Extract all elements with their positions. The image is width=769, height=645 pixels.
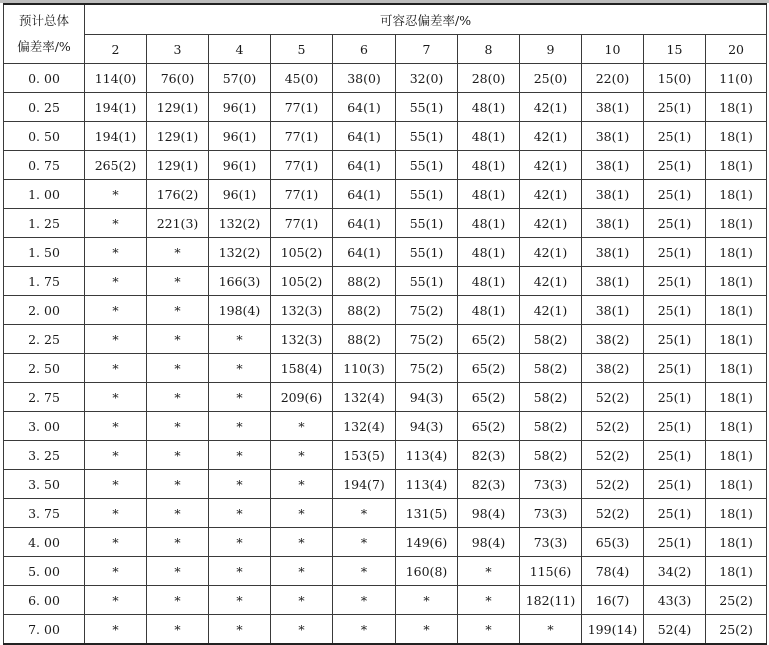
table-cell: 42(1) (520, 93, 582, 122)
expected-deviation-rate: 1. 00 (4, 180, 85, 209)
table-cell: 34(2) (644, 557, 706, 586)
table-cell: * (147, 354, 209, 383)
table-cell: 38(1) (582, 267, 644, 296)
table-row (4, 383, 767, 412)
table-cell: 48(1) (458, 180, 520, 209)
table-cell: * (271, 441, 333, 470)
table-cell: * (85, 557, 147, 586)
table-cell: * (271, 470, 333, 499)
table-cell: 25(1) (644, 238, 706, 267)
table-cell: 25(1) (644, 180, 706, 209)
table-cell: 38(0) (333, 64, 396, 93)
table-cell: 25(1) (644, 528, 706, 557)
header-row-columns (4, 35, 767, 64)
table-cell: 42(1) (520, 238, 582, 267)
table-cell: * (85, 441, 147, 470)
table-cell: 25(1) (644, 412, 706, 441)
table-cell: * (147, 615, 209, 645)
table-cell: 265(2) (85, 151, 147, 180)
table-row (4, 586, 767, 615)
table-cell: * (396, 615, 458, 645)
table-cell: * (333, 528, 396, 557)
table-cell: 55(1) (396, 267, 458, 296)
table-cell: 176(2) (147, 180, 209, 209)
table-cell: 18(1) (706, 412, 767, 441)
table-cell: 48(1) (458, 122, 520, 151)
table-cell: 77(1) (271, 93, 333, 122)
table-cell: * (147, 238, 209, 267)
table-cell: * (147, 557, 209, 586)
table-cell: 132(4) (333, 383, 396, 412)
table-cell: 18(1) (706, 238, 767, 267)
table-cell: * (271, 412, 333, 441)
table-cell: 48(1) (458, 296, 520, 325)
table-cell: 18(1) (706, 557, 767, 586)
table-row (4, 354, 767, 383)
table-cell: * (85, 238, 147, 267)
column-header: 15 (644, 35, 706, 64)
table-cell: 25(1) (644, 354, 706, 383)
table-row (4, 499, 767, 528)
table-cell: 64(1) (333, 238, 396, 267)
table-row (4, 151, 767, 180)
table-cell: 73(3) (520, 528, 582, 557)
table-cell: * (333, 615, 396, 645)
expected-deviation-rate: 6. 00 (4, 586, 85, 615)
table-cell: 25(1) (644, 441, 706, 470)
table-row (4, 296, 767, 325)
table-cell: 18(1) (706, 180, 767, 209)
table-body (4, 64, 767, 645)
table-row (4, 470, 767, 499)
table-cell: 55(1) (396, 180, 458, 209)
table-cell: 32(0) (396, 64, 458, 93)
column-header: 8 (458, 35, 520, 64)
table-cell: * (396, 586, 458, 615)
table-cell: 52(2) (582, 470, 644, 499)
table-cell: 77(1) (271, 180, 333, 209)
column-header: 4 (209, 35, 271, 64)
table-cell: 64(1) (333, 122, 396, 151)
table-cell: 166(3) (209, 267, 271, 296)
expected-deviation-rate: 2. 50 (4, 354, 85, 383)
table-cell: 65(2) (458, 412, 520, 441)
table-cell: 77(1) (271, 209, 333, 238)
table-cell: 158(4) (271, 354, 333, 383)
table-cell: 55(1) (396, 122, 458, 151)
table-cell: * (85, 528, 147, 557)
table-cell: * (147, 528, 209, 557)
table-cell: 38(1) (582, 122, 644, 151)
expected-deviation-rate: 3. 00 (4, 412, 85, 441)
table-row (4, 64, 767, 93)
table-cell: 38(2) (582, 354, 644, 383)
table-cell: * (333, 499, 396, 528)
table-cell: 105(2) (271, 238, 333, 267)
table-cell: 114(0) (85, 64, 147, 93)
table-cell: 45(0) (271, 64, 333, 93)
table-cell: 25(1) (644, 267, 706, 296)
table-cell: 64(1) (333, 93, 396, 122)
expected-deviation-rate: 0. 25 (4, 93, 85, 122)
table-cell: 18(1) (706, 325, 767, 354)
table-cell: 16(7) (582, 586, 644, 615)
table-cell: 94(3) (396, 412, 458, 441)
table-cell: 132(3) (271, 296, 333, 325)
table-cell: 48(1) (458, 151, 520, 180)
table-cell: 48(1) (458, 93, 520, 122)
table-cell: * (85, 586, 147, 615)
table-cell: 88(2) (333, 267, 396, 296)
table-cell: 25(1) (644, 209, 706, 238)
header-row-group (4, 4, 767, 35)
table-cell: 18(1) (706, 354, 767, 383)
table-cell: 55(1) (396, 238, 458, 267)
table-cell: 194(7) (333, 470, 396, 499)
table-cell: 65(2) (458, 354, 520, 383)
table-cell: 42(1) (520, 180, 582, 209)
table-cell: * (271, 499, 333, 528)
table-cell: * (85, 412, 147, 441)
table-row (4, 325, 767, 354)
table-cell: 58(2) (520, 383, 582, 412)
table-cell: 38(1) (582, 209, 644, 238)
table-cell: * (458, 586, 520, 615)
table-cell: * (147, 296, 209, 325)
table-cell: 129(1) (147, 122, 209, 151)
table-cell: 55(1) (396, 209, 458, 238)
table-cell: 76(0) (147, 64, 209, 93)
table-cell: * (147, 383, 209, 412)
column-header: 5 (271, 35, 333, 64)
table-row (4, 441, 767, 470)
table-cell: 42(1) (520, 296, 582, 325)
table-cell: 25(1) (644, 93, 706, 122)
table-cell: * (85, 470, 147, 499)
column-header: 2 (85, 35, 147, 64)
table-cell: 77(1) (271, 122, 333, 151)
expected-deviation-rate: 0. 75 (4, 151, 85, 180)
table-cell: 65(2) (458, 325, 520, 354)
table-cell: 88(2) (333, 325, 396, 354)
table-cell: 25(2) (706, 586, 767, 615)
table-cell: 52(2) (582, 441, 644, 470)
table-cell: 58(2) (520, 412, 582, 441)
expected-deviation-rate: 3. 75 (4, 499, 85, 528)
table-cell: 75(2) (396, 325, 458, 354)
table-cell: 25(1) (644, 325, 706, 354)
table-cell: 198(4) (209, 296, 271, 325)
table-cell: * (271, 557, 333, 586)
table-cell: 113(4) (396, 470, 458, 499)
table-cell: 96(1) (209, 180, 271, 209)
table-cell: 55(1) (396, 93, 458, 122)
table-cell: 58(2) (520, 354, 582, 383)
expected-deviation-rate: 2. 25 (4, 325, 85, 354)
table-cell: * (209, 383, 271, 412)
table-cell: * (458, 557, 520, 586)
table-row (4, 209, 767, 238)
table-cell: 199(14) (582, 615, 644, 645)
table-cell: 38(1) (582, 180, 644, 209)
table-cell: 25(1) (644, 151, 706, 180)
table-cell: 129(1) (147, 151, 209, 180)
table-row (4, 528, 767, 557)
table-cell: 194(1) (85, 93, 147, 122)
table-row (4, 180, 767, 209)
table-cell: 75(2) (396, 296, 458, 325)
stub-header-line2: 偏差率/% (17, 39, 71, 54)
table-cell: 28(0) (458, 64, 520, 93)
table-cell: 25(1) (644, 383, 706, 412)
table-cell: * (147, 441, 209, 470)
table-cell: * (147, 470, 209, 499)
table-cell: 18(1) (706, 441, 767, 470)
table-cell: 52(2) (582, 499, 644, 528)
table-cell: 58(2) (520, 325, 582, 354)
table-cell: * (85, 383, 147, 412)
table-cell: 64(1) (333, 209, 396, 238)
table-cell: 25(1) (644, 122, 706, 151)
table-cell: 131(5) (396, 499, 458, 528)
table-cell: * (271, 528, 333, 557)
table-cell: * (209, 412, 271, 441)
table-cell: * (209, 557, 271, 586)
table-cell: 149(6) (396, 528, 458, 557)
table-cell: 221(3) (147, 209, 209, 238)
table-cell: 160(8) (396, 557, 458, 586)
table-cell: 25(1) (644, 470, 706, 499)
table-cell: * (85, 325, 147, 354)
expected-deviation-rate: 3. 50 (4, 470, 85, 499)
table-cell: 132(4) (333, 412, 396, 441)
table-cell: * (209, 354, 271, 383)
expected-deviation-rate: 3. 25 (4, 441, 85, 470)
table-cell: 18(1) (706, 528, 767, 557)
table-cell: 96(1) (209, 122, 271, 151)
table-cell: 38(1) (582, 238, 644, 267)
table-cell: 65(2) (458, 383, 520, 412)
table-cell: 73(3) (520, 499, 582, 528)
table-cell: 15(0) (644, 64, 706, 93)
table-cell: 48(1) (458, 238, 520, 267)
table-cell: * (271, 615, 333, 645)
table-cell: * (209, 441, 271, 470)
table-cell: 113(4) (396, 441, 458, 470)
table-cell: 18(1) (706, 122, 767, 151)
table-cell: * (147, 586, 209, 615)
sample-size-table (3, 3, 767, 645)
table-cell: * (209, 528, 271, 557)
table-cell: 153(5) (333, 441, 396, 470)
table-cell: 42(1) (520, 122, 582, 151)
expected-deviation-rate: 5. 00 (4, 557, 85, 586)
expected-deviation-rate: 1. 50 (4, 238, 85, 267)
table-cell: * (209, 470, 271, 499)
table-cell: 182(11) (520, 586, 582, 615)
table-cell: 75(2) (396, 354, 458, 383)
table-cell: 18(1) (706, 151, 767, 180)
table-cell: 22(0) (582, 64, 644, 93)
expected-deviation-rate: 4. 00 (4, 528, 85, 557)
table-cell: 194(1) (85, 122, 147, 151)
expected-deviation-rate: 1. 25 (4, 209, 85, 238)
table-cell: 115(6) (520, 557, 582, 586)
table-row (4, 557, 767, 586)
expected-deviation-rate: 7. 00 (4, 615, 85, 645)
table-cell: 42(1) (520, 209, 582, 238)
table-cell: 11(0) (706, 64, 767, 93)
table-cell: * (147, 412, 209, 441)
table-cell: 129(1) (147, 93, 209, 122)
table-cell: 52(2) (582, 412, 644, 441)
table-cell: * (333, 557, 396, 586)
table-cell: 55(1) (396, 151, 458, 180)
table-cell: * (209, 499, 271, 528)
expected-deviation-rate: 0. 50 (4, 122, 85, 151)
column-header: 9 (520, 35, 582, 64)
table-cell: 65(3) (582, 528, 644, 557)
table-cell: * (85, 296, 147, 325)
table-cell: 25(1) (644, 499, 706, 528)
table-cell: 88(2) (333, 296, 396, 325)
table-cell: 96(1) (209, 93, 271, 122)
table-cell: 98(4) (458, 528, 520, 557)
table-cell: * (209, 586, 271, 615)
table-cell: * (209, 615, 271, 645)
table-row (4, 412, 767, 441)
table-cell: 58(2) (520, 441, 582, 470)
table-cell: 73(3) (520, 470, 582, 499)
table-cell: 38(1) (582, 151, 644, 180)
table-cell: 25(1) (644, 296, 706, 325)
table-cell: * (85, 499, 147, 528)
table-cell: 64(1) (333, 180, 396, 209)
table-cell: * (520, 615, 582, 645)
tolerable-rate-header: 可容忍偏差率/% (85, 4, 767, 35)
table-cell: * (271, 586, 333, 615)
expected-deviation-rate: 1. 75 (4, 267, 85, 296)
table-row (4, 122, 767, 151)
table-cell: 96(1) (209, 151, 271, 180)
column-header: 10 (582, 35, 644, 64)
table-cell: * (209, 325, 271, 354)
column-header: 3 (147, 35, 209, 64)
table-cell: 18(1) (706, 383, 767, 412)
table-cell: 18(1) (706, 296, 767, 325)
table-cell: 78(4) (582, 557, 644, 586)
table-cell: 42(1) (520, 267, 582, 296)
table-cell: 64(1) (333, 151, 396, 180)
table-cell: * (85, 267, 147, 296)
expected-deviation-rate: 2. 75 (4, 383, 85, 412)
table-cell: 132(2) (209, 209, 271, 238)
table-row (4, 238, 767, 267)
table-cell: * (333, 586, 396, 615)
table-cell: * (147, 499, 209, 528)
table-cell: 110(3) (333, 354, 396, 383)
table-cell: 57(0) (209, 64, 271, 93)
expected-deviation-rate: 2. 00 (4, 296, 85, 325)
table-cell: 82(3) (458, 470, 520, 499)
table-cell: 38(1) (582, 296, 644, 325)
table-cell: * (85, 615, 147, 645)
table-cell: 105(2) (271, 267, 333, 296)
table-cell: * (458, 615, 520, 645)
table-cell: 43(3) (644, 586, 706, 615)
table-cell: 18(1) (706, 209, 767, 238)
table-cell: 18(1) (706, 93, 767, 122)
stub-header (4, 4, 85, 64)
expected-deviation-rate: 0. 00 (4, 64, 85, 93)
table-cell: 94(3) (396, 383, 458, 412)
table-row (4, 93, 767, 122)
column-header: 6 (333, 35, 396, 64)
stub-header-line1: 预计总体 (18, 13, 69, 28)
table-cell: * (85, 209, 147, 238)
table-row (4, 267, 767, 296)
table-cell: 18(1) (706, 470, 767, 499)
table-cell: 18(1) (706, 499, 767, 528)
table-cell: * (147, 325, 209, 354)
table-cell: 38(1) (582, 93, 644, 122)
table-cell: 98(4) (458, 499, 520, 528)
table-cell: 48(1) (458, 209, 520, 238)
table-cell: 42(1) (520, 151, 582, 180)
table-cell: 52(4) (644, 615, 706, 645)
table-cell: * (85, 180, 147, 209)
table-cell: 132(3) (271, 325, 333, 354)
table-cell: 18(1) (706, 267, 767, 296)
table-cell: 82(3) (458, 441, 520, 470)
table-cell: * (147, 267, 209, 296)
table-cell: 77(1) (271, 151, 333, 180)
table-cell: 25(2) (706, 615, 767, 645)
table-cell: 209(6) (271, 383, 333, 412)
column-header: 7 (396, 35, 458, 64)
table-cell: 132(2) (209, 238, 271, 267)
table-cell: * (85, 354, 147, 383)
table-cell: 25(0) (520, 64, 582, 93)
table-cell: 38(2) (582, 325, 644, 354)
table-cell: 52(2) (582, 383, 644, 412)
column-header: 20 (706, 35, 767, 64)
table-cell: 48(1) (458, 267, 520, 296)
